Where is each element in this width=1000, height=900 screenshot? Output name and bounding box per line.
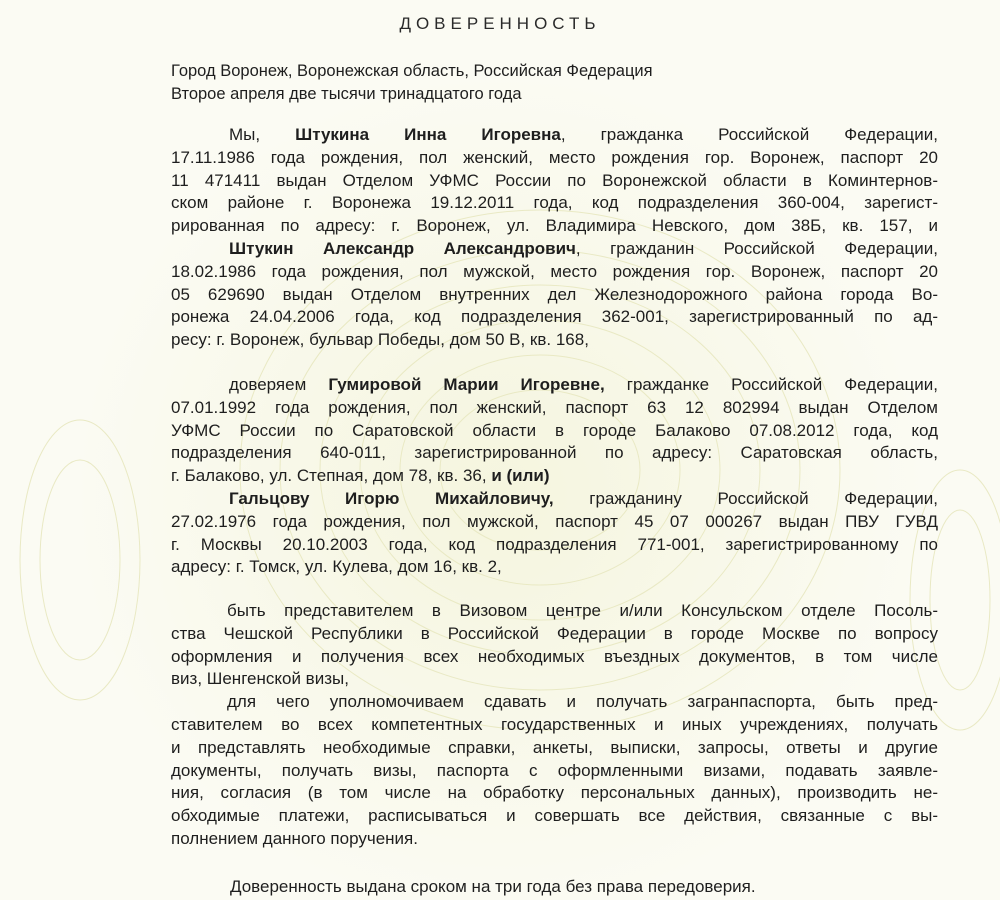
text-line: обходимые платежи, расписываться и совершать все действия, связанные с вы- [171,806,938,826]
representative-name-1: Гумировой Марии Игоревне, [328,375,605,394]
text-line: полнением данного поручения. [171,828,418,848]
document-title: ДОВЕРЕННОСТЬ [399,14,601,33]
text-line: адресу: г. Томск, ул. Кулева, дом 16, кв. 2, [171,557,502,577]
and-or-conjunction: и (или) [491,466,550,486]
text-line: 07.01.1992 года рождения, пол женский, паспорт 63 12 802994 выдан Отделом [171,397,938,417]
document-header [171,60,653,106]
text-line: 17.11.1986 года рождения, пол женский, место рождения гор. Воронеж, паспорт 20 [171,147,938,167]
text-line: ставителем во всех компетентных государственных и иных учреждениях, получать [171,714,938,734]
text-line: рированная по адресу: г. Воронеж, ул. Владимира Невского, дом 38Б, кв. 157, и [171,216,938,236]
text-line: ния, согласия (в том числе на обработку персональных данных), производить не- [171,783,938,803]
text-line: документы, получать визы, паспорта с оформленными визами, подавать заявле- [171,760,938,780]
paragraph-powers [171,600,938,851]
text-line: виз, Шенгенской визы, [171,669,349,689]
text-line: г. Балаково, ул. Степная, дом 78, кв. 36, и (или) [171,466,550,486]
paragraph-representatives [171,374,938,579]
paragraph-validity [171,876,938,899]
text-line: ском районе г. Воронежа 19.12.2011 года, код подразделения 360-004, зарегист- [171,193,938,213]
principal-name-1: Штукина Инна Игоревна [295,125,561,144]
text-line: 11 471411 выдан Отделом УФМС России по Воронежской области в Коминтернов- [171,170,938,190]
text-line: УФМС России по Саратовской области в городе Балаково 07.08.2012 года, код [171,420,938,440]
text-line: ресу: г. Воронеж, бульвар Победы, дом 50 В, кв. 168, [171,330,589,350]
text-line: Штукин Александр Александрович, гражданин Российской Федерации, [229,238,938,258]
text-line: для чего уполномочиваем сдавать и получать загранпаспорта, быть пред- [227,692,938,712]
text-line: Мы, Штукина Инна Игоревна, гражданка Российской Федерации, [229,125,939,144]
text-line: ронежа 24.04.2006 года, код подразделения 362-001, зарегистрированный по ад- [171,307,938,327]
text-line: оформления и получения всех необходимых въездных документов, в том числе [171,646,938,666]
date-line: Второе апреля две тысячи тринадцатого года [171,85,522,103]
text-line: Гальцову Игорю Михайловичу, гражданину Российской Федерации, [229,488,938,508]
principal-name-2: Штукин Александр Александрович [229,238,576,258]
text-line: 18.02.1986 года рождения, пол мужской, место рождения гор. Воронеж, паспорт 20 [171,261,938,281]
text-line: ства Чешской Республики в Российской Федерации в городе Москве по вопросу [171,623,938,643]
text-line: 05 629690 выдан Отделом внутренних дел Железнодорожного района города Во- [171,284,938,304]
representative-name-2: Гальцову Игорю Михайловичу, [229,488,554,508]
place-line: Город Воронеж, Воронежская область, Российская Федерация [171,62,653,80]
text-line: быть представителем в Визовом центре и/или Консульском отделе Посоль- [227,601,938,620]
text-line: доверяем Гумировой Марии Игоревне, гражданке Российской Федерации, [229,375,939,394]
text-line: 27.02.1976 года рождения, пол мужской, паспорт 45 07 000267 выдан ПВУ ГУВД [171,511,938,531]
text-line: г. Москвы 20.10.2003 года, код подразделения 771-001, зарегистрированному по [171,534,938,554]
paragraph-principals [171,124,938,352]
text-line: подразделения 640-011, зарегистрированной по адресу: Саратовская область, [171,443,938,463]
validity-line: Доверенность выдана сроком на три года без права передоверия. [230,877,756,896]
text-line: и представлять необходимые справки, анкеты, выписки, запросы, ответы и другие [171,737,938,757]
